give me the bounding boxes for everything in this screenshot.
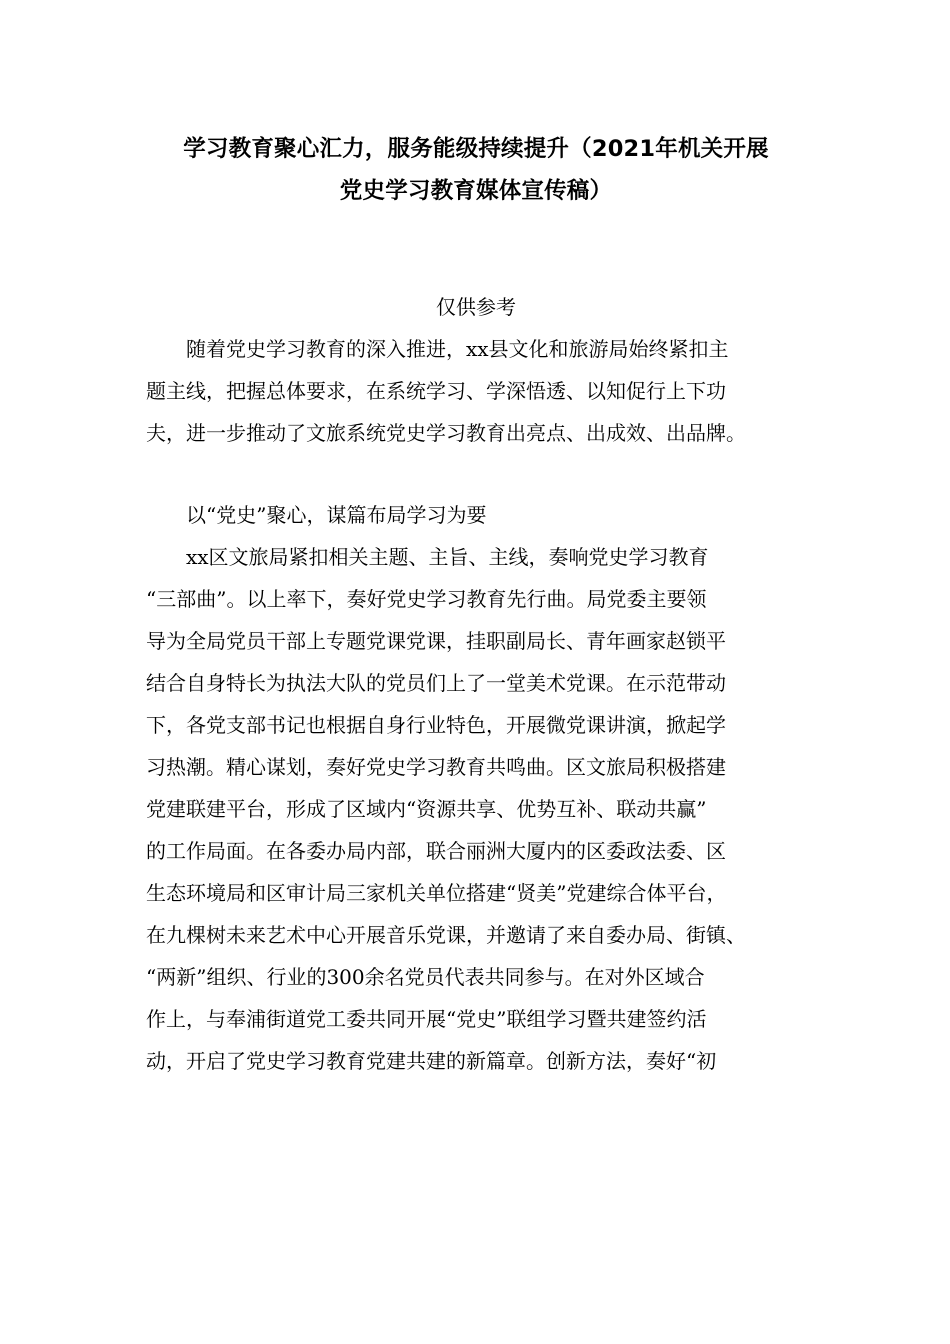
section-line: 党建联建平台，形成了区域内“资源共享、优势互补、联动共赢” bbox=[146, 797, 707, 821]
section-line: 动，开启了党史学习教育党建共建的新篇章。创新方法，奏好“初 bbox=[146, 1049, 717, 1073]
title-line-2: 党史学习教育媒体宣传稿） bbox=[339, 178, 613, 204]
section-line: “两新”组织、行业的300余名党员代表共同参与。在对外区域合 bbox=[146, 965, 705, 989]
intro-paragraph bbox=[146, 328, 806, 454]
section-line: xx区文旅局紧扣相关主题、主旨、主线，奏响党史学习教育 bbox=[186, 545, 709, 569]
section-line: 导为全局党员干部上专题党课党课，挂职副局长、青年画家赵锁平 bbox=[146, 629, 726, 653]
section-line: 习热潮。精心谋划，奏好党史学习教育共鸣曲。区文旅局积极搭建 bbox=[146, 755, 726, 779]
reference-note: 仅供参考 bbox=[436, 295, 516, 319]
intro-line: 题主线，把握总体要求，在系统学习、学深悟透、以知促行上下功 bbox=[146, 379, 726, 403]
section-line: 下，各党支部书记也根据自身行业特色，开展微党课讲演，掀起学 bbox=[146, 713, 726, 737]
section-line: “三部曲”。以上率下，奏好党史学习教育先行曲。局党委主要领 bbox=[146, 587, 707, 611]
section-line: 作上，与奉浦街道党工委共同开展“党史”联组学习暨共建签约活 bbox=[146, 1007, 707, 1031]
title-line-1: 学习教育聚心汇力，服务能级持续提升（2021年机关开展 bbox=[183, 136, 769, 162]
section-paragraph bbox=[146, 536, 806, 1082]
section-heading: 以“党史”聚心，谋篇布局学习为要 bbox=[186, 503, 487, 527]
section-line: 结合自身特长为执法大队的党员们上了一堂美术党课。在示范带动 bbox=[146, 671, 726, 695]
section-line: 在九棵树未来艺术中心开展音乐党课，并邀请了来自委办局、街镇、 bbox=[146, 923, 746, 947]
section-line: 的工作局面。在各委办局内部，联合丽洲大厦内的区委政法委、区 bbox=[146, 839, 726, 863]
section-line: 生态环境局和区审计局三家机关单位搭建“贤美”党建综合体平台， bbox=[146, 881, 727, 905]
document-page bbox=[146, 128, 806, 1082]
document-title bbox=[146, 128, 806, 212]
intro-line: 夫，进一步推动了文旅系统党史学习教育出亮点、出成效、出品牌。 bbox=[146, 421, 746, 445]
intro-line: 随着党史学习教育的深入推进，xx县文化和旅游局始终紧扣主 bbox=[186, 337, 729, 361]
